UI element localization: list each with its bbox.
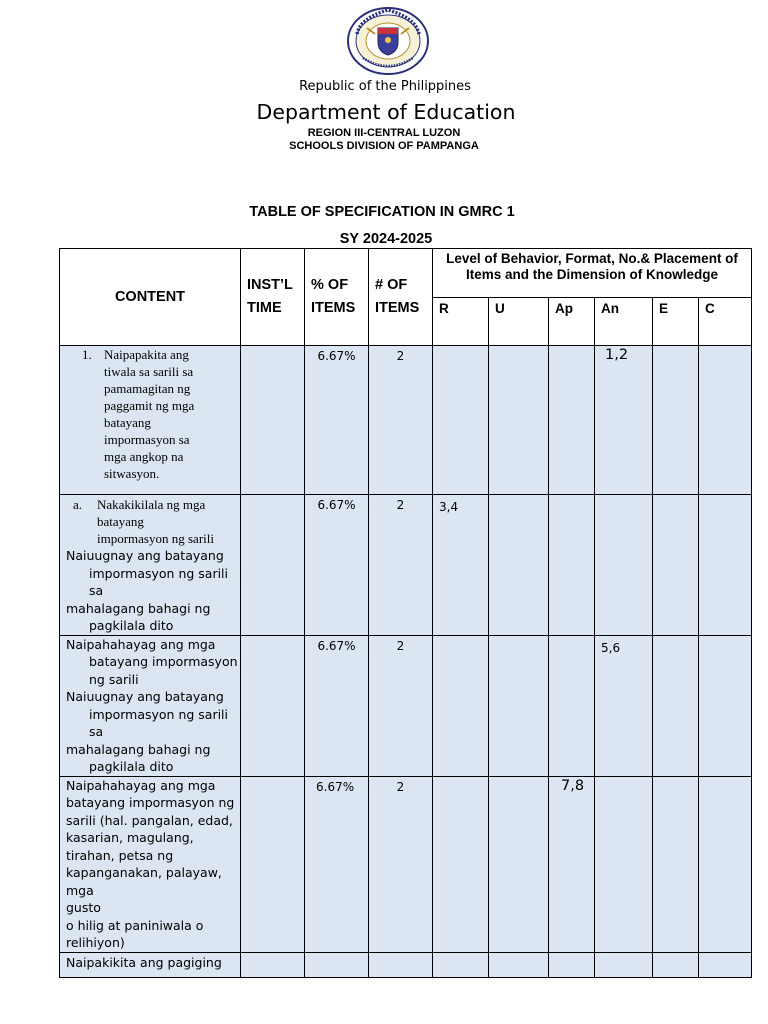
level-an-cell: 1,2 <box>595 346 653 495</box>
document-title: TABLE OF SPECIFICATION IN GMRC 1 <box>249 204 515 220</box>
table-row <box>60 776 752 952</box>
level-u-cell <box>489 346 549 495</box>
table-row <box>60 952 752 977</box>
pct-cell: 6.67% <box>305 495 369 636</box>
header-pct-items <box>305 249 369 346</box>
level-r-cell <box>433 952 489 977</box>
list-marker: 1. <box>82 347 92 362</box>
school-year: SY 2024-2025 <box>339 231 433 247</box>
content-line: pagkilala dito <box>89 759 174 774</box>
level-ap-cell <box>549 952 595 977</box>
content-line: relihiyon) <box>66 935 125 950</box>
content-line: Naipakikita ang pagiging <box>66 954 222 970</box>
header-level-e: E <box>653 298 699 346</box>
content-line: pamamagitan ng <box>104 381 191 396</box>
header-level-u: U <box>489 298 549 346</box>
content-line: Naipahahayag ang mga <box>66 777 216 793</box>
content-line: batayang <box>104 415 151 430</box>
level-r-cell: 3,4 <box>433 495 489 636</box>
inst-time-cell <box>241 776 305 952</box>
pct-cell: 6.67% <box>305 346 369 495</box>
content-line: sitwasyon. <box>104 466 160 481</box>
content-line: o hilig at paniniwala o <box>66 917 204 933</box>
level-e-cell <box>653 776 699 952</box>
division-line: SCHOOLS DIVISION OF PAMPANGA <box>289 140 479 152</box>
content-subtext <box>60 547 240 635</box>
content-line: batayang impormasyon <box>89 654 238 669</box>
deped-seal-logo <box>345 6 431 76</box>
level-u-cell <box>489 776 549 952</box>
num-cell: 2 <box>369 346 433 495</box>
level-u-cell <box>489 635 549 776</box>
content-line: batayang <box>97 514 144 529</box>
level-an-cell <box>595 952 653 977</box>
header-level-c: C <box>699 298 752 346</box>
content-line: ng sarili <box>89 671 139 687</box>
content-cell <box>60 952 241 977</box>
header-num-items <box>369 249 433 346</box>
level-e-cell <box>653 346 699 495</box>
level-c-cell <box>699 346 752 495</box>
header-level-of-behavior: Level of Behavior, Format, No.& Placement of Items and the Dimension of Knowledge <box>433 249 752 298</box>
level-r-cell <box>433 776 489 952</box>
header-inst-time-label: INST’L TIME <box>247 277 293 316</box>
content-line: tiwala sa sarili sa <box>104 364 194 379</box>
level-an-cell <box>595 776 653 952</box>
content-cell <box>60 776 241 952</box>
content-line: mahalagang bahagi ng <box>66 600 211 616</box>
content-line: Naipapakita ang <box>104 347 189 362</box>
pct-cell: 6.67% <box>305 635 369 776</box>
content-line: impormasyon ng sarili sa <box>89 565 229 598</box>
content-line: Nakakikilala ng mga <box>97 497 206 512</box>
content-line: tirahan, petsa ng <box>66 847 174 863</box>
header-level-ap: Ap <box>549 298 595 346</box>
content-line: impormasyon ng sarili <box>97 531 214 546</box>
region-line: REGION III-CENTRAL LUZON <box>307 127 461 139</box>
level-r-cell <box>433 635 489 776</box>
content-line: pagkilala dito <box>89 618 174 633</box>
level-c-cell <box>699 495 752 636</box>
num-cell: 2 <box>369 776 433 952</box>
inst-time-cell <box>241 952 305 977</box>
inst-time-cell <box>241 635 305 776</box>
content-line: mga angkop na <box>104 449 184 464</box>
level-u-cell <box>489 952 549 977</box>
content-line: Naiuugnay ang batayang <box>66 548 224 563</box>
level-ap-cell <box>549 635 595 776</box>
table-row <box>60 635 752 776</box>
header-inst-time <box>241 249 305 346</box>
republic-line: Republic of the Philippines <box>299 79 471 94</box>
content-line: Naipahahayag ang mga <box>66 636 216 652</box>
content-line: impormasyon ng sarili sa <box>89 706 229 739</box>
inst-time-cell <box>241 346 305 495</box>
num-cell: 2 <box>369 495 433 636</box>
content-line: Naiuugnay ang batayang <box>66 689 224 704</box>
level-e-cell <box>653 635 699 776</box>
num-cell <box>369 952 433 977</box>
specification-table <box>59 248 752 978</box>
content-line: kapanganakan, palayaw, mga <box>66 865 222 898</box>
content-line: paggamit ng mga <box>104 398 195 413</box>
pct-cell <box>305 952 369 977</box>
level-e-cell <box>653 495 699 636</box>
level-c-cell <box>699 776 752 952</box>
num-cell: 2 <box>369 635 433 776</box>
level-ap-cell <box>549 495 595 636</box>
header-level-an: An <box>595 298 653 346</box>
level-c-cell <box>699 635 752 776</box>
table-row <box>60 346 752 495</box>
level-c-cell <box>699 952 752 977</box>
level-u-cell <box>489 495 549 636</box>
level-an-cell: 5,6 <box>595 635 653 776</box>
header-level-r: R <box>433 298 489 346</box>
header-content: CONTENT <box>60 249 241 346</box>
content-cell <box>60 495 241 636</box>
content-line: batayang impormasyon ng <box>66 795 235 810</box>
content-line: gusto <box>66 900 101 915</box>
department-title: Department of Education <box>256 100 516 124</box>
header-pct-items-label: % OF ITEMS <box>311 277 356 316</box>
level-e-cell <box>653 952 699 977</box>
table-row <box>60 495 752 636</box>
pct-cell: 6.67% <box>305 776 369 952</box>
content-cell <box>60 635 241 776</box>
header-num-items-label: # OF ITEMS <box>375 277 420 316</box>
level-an-cell <box>595 495 653 636</box>
level-ap-cell: 7,8 <box>549 776 595 952</box>
content-line: kasarian, magulang, <box>66 830 194 845</box>
list-marker: a. <box>73 497 83 512</box>
content-cell <box>60 346 241 495</box>
content-line: mahalagang bahagi ng <box>66 741 211 757</box>
inst-time-cell <box>241 495 305 636</box>
content-line: sarili (hal. pangalan, edad, <box>66 812 233 828</box>
level-ap-cell <box>549 346 595 495</box>
content-line: impormasyon sa <box>104 432 190 447</box>
level-r-cell <box>433 346 489 495</box>
